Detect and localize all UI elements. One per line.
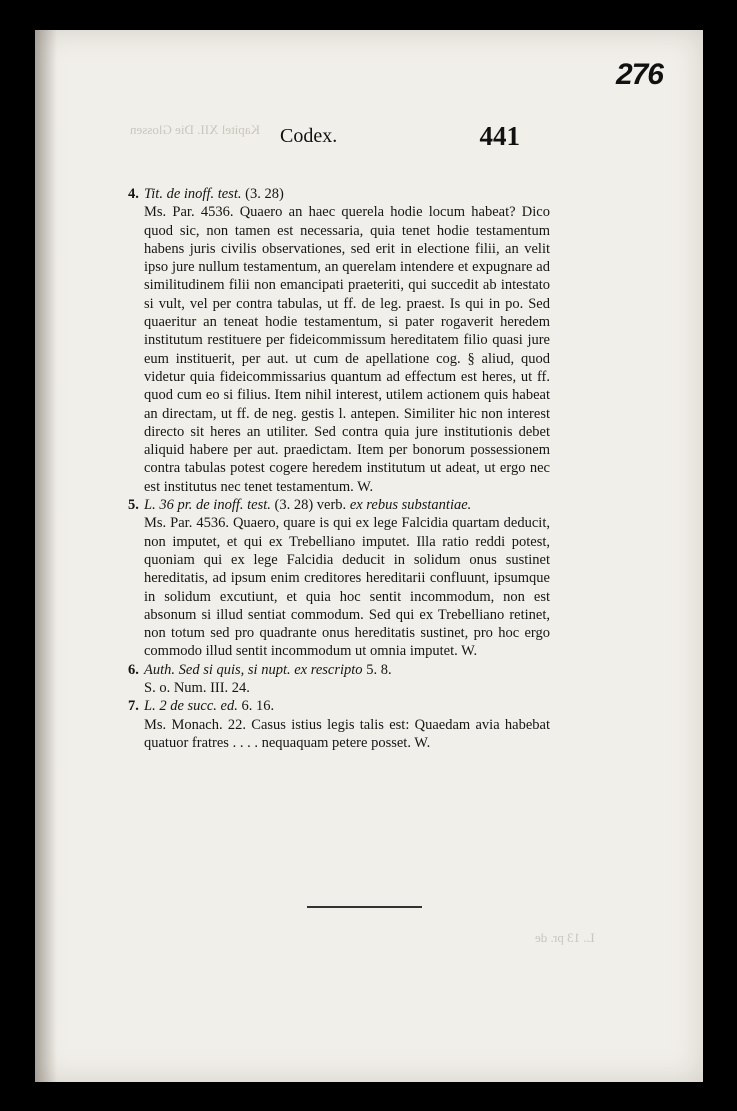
document-page — [35, 30, 703, 1082]
entry-reference: L. 36 pr. de inoff. test. — [144, 497, 271, 514]
entry-reference: Auth. Sed si quis, si nupt. ex rescripto — [144, 661, 363, 678]
entry-reference-rest: 5. 8. — [362, 661, 392, 678]
entry-body: Ms. Par. 4536. Quaero an haec querela hodie locum habeat? Dico quod sic, non tamen est necessaria, quia tenet hodie testamentum habens juris civilis observationes, sed erit in electione filii, an velit ipso jure nullum testamentum, an querelam intendere et expugnare ad similitudinem filii non emancipati praeteriti, qui succedit ab intestato si vult, vel per contra tabulas, ut ff. de leg. praest. Is qui in po. Sed quaeritur an teneat hodie testamentum, si pater rogaverit heredem institutum restituere per fideicommissum hereditatem filio quasi jure eum instituerit, per aut. ut cum de apellatione cog. § aliud, quod videtur quia fideicommissarius quantum ad effectum est heres, ut ff. quod cum eo si filius. Item nihil interest, utilem actionem quis habeat an directam, ut ff. de neg. gestis l. antepen. Similiter hic non interest directo sit heres an utiliter. Sed contra quia jure institutionis debet aliquid habere per aut. praedictam. Item per bonorum possessionem contra tabulas potest cogere heredem institutum ut adeat, ut ergo nec est institutus nec tenet testamentum. W. — [144, 204, 550, 495]
entry-number: 7. — [128, 698, 139, 715]
folio-number: 276 — [615, 58, 663, 91]
show-through-text: Kapitel XII. Die Glossen — [130, 122, 260, 137]
entry-7 — [130, 697, 550, 752]
entry-reference-rest: 6. 16. — [237, 698, 275, 715]
main-text — [130, 185, 550, 752]
entry-reference-tail: ex rebus substantiae. — [349, 497, 472, 514]
entry-4 — [130, 185, 550, 496]
header-title: Codex. — [280, 125, 338, 147]
entry-body: S. o. Num. III. 24. — [144, 680, 250, 697]
header-page-number: 441 — [479, 121, 520, 151]
entry-body: Ms. Par. 4536. Quaero, quare is qui ex lege Falcidia quartam deducit, non imputet, et qui ex Trebelliano imputet. Illa ratio reddi potest, quoniam qui ex lege Falcidia deducit in solidum onus sustinet hereditatis, ad ipsum enim creditores hereditarii confluunt, ipsumque in solidum excutiunt, et quia hoc sentit incommodum, non est absonum si illud sentiat commodum. Sed qui ex Trebelliano retinet, non totum sed pro quadrante onus hereditatis sustinet, pro hoc ergo commodo illud sentit incommodum ut omnia imputet. W. — [144, 515, 550, 660]
entry-number: 6. — [128, 661, 139, 678]
entry-reference-mid: (3. 28) verb. — [270, 497, 350, 514]
entry-number: 4. — [128, 186, 139, 202]
entry-body: Ms. Monach. 22. Casus istius legis talis est: Quaedam avia habebat quatuor fratres . . . . nequaquam petere posset. W. — [144, 716, 550, 751]
entry-6 — [130, 661, 550, 698]
entry-number: 5. — [128, 497, 139, 514]
entry-5 — [130, 496, 550, 661]
entry-reference-rest: (3. 28) — [241, 186, 284, 202]
running-header — [280, 123, 520, 155]
show-through-text: L. 13 pr. de — [535, 930, 595, 945]
entry-reference: Tit. de inoff. test. — [144, 186, 242, 202]
end-rule — [307, 906, 422, 908]
entry-reference: L. 2 de succ. ed. — [144, 698, 238, 715]
